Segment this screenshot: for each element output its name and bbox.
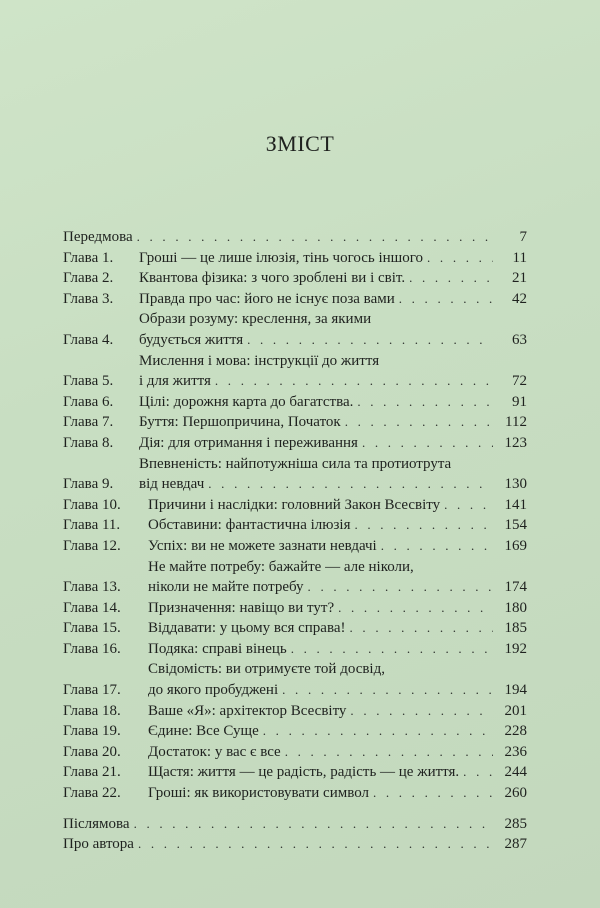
toc-entry-back xyxy=(63,814,527,835)
chapter-number: Глава 7. xyxy=(63,414,114,431)
entry-body xyxy=(148,721,527,742)
dot-leader xyxy=(357,392,493,413)
toc-entry-back xyxy=(63,834,527,855)
entry-body xyxy=(148,598,527,619)
chapter-number: Глава 2. xyxy=(63,270,114,287)
entry-body xyxy=(148,536,527,557)
entry-line xyxy=(139,330,527,351)
entry-title: до якого пробуджені xyxy=(148,682,279,699)
chapter-number: Глава 8. xyxy=(63,434,114,451)
entry-body xyxy=(148,701,527,722)
dot-leader xyxy=(373,783,493,804)
toc-entry-chapter xyxy=(63,433,527,454)
page-number: 180 xyxy=(504,599,527,616)
dot-leader xyxy=(134,814,493,835)
entry-body xyxy=(148,742,527,763)
dot-leader xyxy=(291,639,493,660)
toc-entry-chapter xyxy=(63,351,527,392)
entry-title: Гроші — це лише ілюзія, тінь чогось іншого xyxy=(139,249,424,266)
entry-title: Квантова фізика: з чого зроблені ви і світ. xyxy=(139,270,406,287)
entry-title: і для життя xyxy=(139,373,211,390)
chapter-number: Глава 6. xyxy=(63,393,114,410)
toc-entry-chapter xyxy=(63,495,527,516)
entry-title: Щастя: життя — це радість, радість — це життя. xyxy=(148,764,460,781)
entry-body xyxy=(148,515,527,536)
entry-line xyxy=(139,248,527,269)
dot-leader xyxy=(354,515,493,536)
dot-leader xyxy=(282,680,493,701)
entry-line xyxy=(139,268,527,289)
entry-title: Образи розуму: креслення, за якими xyxy=(139,311,372,328)
entry-title: Ваше «Я»: архітектор Всесвіту xyxy=(148,702,347,719)
entry-line xyxy=(148,701,527,722)
chapter-number: Глава 14. xyxy=(63,599,121,616)
entry-body xyxy=(139,454,527,495)
page-number: 7 xyxy=(519,229,527,245)
page-number: 201 xyxy=(504,702,527,719)
table-of-contents xyxy=(63,227,527,855)
section-gap xyxy=(63,804,527,814)
chapter-number: Глава 18. xyxy=(63,702,121,719)
page-number: 112 xyxy=(505,414,527,431)
entry-title: Цілі: дорожня карта до багатства. xyxy=(139,393,354,410)
chapter-number: Глава 13. xyxy=(63,579,121,596)
entry-line xyxy=(148,598,527,619)
page-number: 174 xyxy=(504,579,527,596)
entry-title: Гроші: як використовувати символ xyxy=(148,785,369,802)
dot-leader xyxy=(308,577,493,598)
dot-leader xyxy=(285,742,493,763)
entry-title: Причини і наслідки: головний Закон Всесвіту xyxy=(148,496,441,513)
entry-title: будується життя xyxy=(139,331,244,348)
toc-entry-chapter xyxy=(63,289,527,310)
entry-line xyxy=(148,536,527,557)
chapter-number: Глава 17. xyxy=(63,682,121,699)
entry-line xyxy=(63,227,527,248)
entry-title: Віддавати: у цьому вся справа! xyxy=(148,620,346,637)
page-number: 154 xyxy=(504,517,527,534)
entry-body xyxy=(63,834,527,855)
page-number: 42 xyxy=(512,290,527,307)
entry-body xyxy=(148,639,527,660)
chapter-number: Глава 20. xyxy=(63,743,121,760)
toc-entry-chapter xyxy=(63,557,527,598)
toc-entry-chapter xyxy=(63,309,527,350)
entry-title: Передмова xyxy=(63,229,133,245)
dot-leader xyxy=(444,495,493,516)
entry-body xyxy=(139,268,527,289)
entry-title: Свідомість: ви отримуєте той досвід, xyxy=(148,661,385,678)
entry-title: Післямова xyxy=(63,815,130,832)
entry-line xyxy=(148,659,527,680)
entry-title: Впевненість: найпотужніша сила та протиотрута xyxy=(139,455,452,472)
entry-body xyxy=(148,762,527,783)
dot-leader xyxy=(263,721,493,742)
entry-line xyxy=(148,515,527,536)
entry-body xyxy=(139,433,527,454)
page-number: 287 xyxy=(504,836,527,853)
dot-leader xyxy=(338,598,493,619)
entry-title: Єдине: Все Суще xyxy=(148,723,259,740)
chapter-number: Глава 21. xyxy=(63,764,121,781)
entry-line xyxy=(148,495,527,516)
dot-leader xyxy=(208,474,493,495)
entry-title: Дія: для отримання і переживання xyxy=(139,434,358,451)
chapter-number: Глава 22. xyxy=(63,785,121,802)
entry-line xyxy=(139,351,527,372)
entry-line xyxy=(148,618,527,639)
page-number: 11 xyxy=(512,249,527,266)
page-number: 260 xyxy=(504,785,527,802)
entry-line xyxy=(139,433,527,454)
chapter-number: Глава 11. xyxy=(63,517,121,534)
page-number: 169 xyxy=(504,537,527,554)
page-number: 21 xyxy=(512,270,527,287)
entry-line xyxy=(148,557,527,578)
entry-line xyxy=(148,721,527,742)
entry-line xyxy=(148,680,527,701)
entry-title: від невдач xyxy=(139,476,205,493)
entry-title: Призначення: навіщо ви тут? xyxy=(148,599,335,616)
entry-line xyxy=(139,392,527,413)
chapter-number: Глава 16. xyxy=(63,640,121,657)
chapter-number: Глава 12. xyxy=(63,537,121,554)
page-number: 141 xyxy=(504,496,527,513)
entry-line xyxy=(139,454,527,475)
entry-body xyxy=(139,412,527,433)
dot-leader xyxy=(463,762,493,783)
entry-body xyxy=(139,248,527,269)
entry-title: Достаток: у вас є все xyxy=(148,743,281,760)
page-number: 244 xyxy=(504,764,527,781)
page-number: 72 xyxy=(512,373,527,390)
toc-entry-chapter xyxy=(63,762,527,783)
entry-body xyxy=(139,289,527,310)
toc-entry-chapter xyxy=(63,454,527,495)
page-number: 91 xyxy=(512,393,527,410)
entry-body xyxy=(148,495,527,516)
page-number: 285 xyxy=(504,815,527,832)
toc-entry-chapter xyxy=(63,268,527,289)
dot-leader xyxy=(427,248,493,269)
page-title: ЗМІСТ xyxy=(265,131,335,156)
entry-title: Успіх: ви не можете зазнати невдачі xyxy=(148,537,377,554)
entry-title: ніколи не майте потребу xyxy=(148,579,304,596)
entry-title: Подяка: справі вінець xyxy=(148,640,287,657)
entry-line xyxy=(139,412,527,433)
dot-leader xyxy=(399,289,493,310)
toc-entry-chapter xyxy=(63,659,527,700)
chapter-number: Глава 1. xyxy=(63,249,114,266)
entry-line xyxy=(63,834,527,855)
dot-leader xyxy=(362,433,493,454)
entry-title: Не майте потребу: бажайте — але ніколи, xyxy=(148,558,414,575)
chapter-number: Глава 4. xyxy=(63,331,114,348)
entry-line xyxy=(63,814,527,835)
toc-entry-chapter xyxy=(63,783,527,804)
page-number: 63 xyxy=(512,331,527,348)
entry-body xyxy=(148,618,527,639)
chapter-number: Глава 15. xyxy=(63,620,121,637)
dot-leader xyxy=(137,227,493,248)
entry-title: Про автора xyxy=(63,836,134,853)
chapter-number: Глава 5. xyxy=(63,373,114,390)
dot-leader xyxy=(409,268,493,289)
chapter-number: Глава 10. xyxy=(63,496,121,513)
entry-body xyxy=(63,227,527,248)
toc-entry-chapter xyxy=(63,536,527,557)
entry-body xyxy=(139,351,527,392)
dot-leader xyxy=(381,536,493,557)
toc-entry-chapter xyxy=(63,618,527,639)
toc-entry-chapter xyxy=(63,515,527,536)
entry-title: Мислення і мова: інструкції до життя xyxy=(139,352,380,369)
entry-line xyxy=(139,474,527,495)
dot-leader xyxy=(350,701,493,722)
toc-entry-chapter xyxy=(63,639,527,660)
chapter-number: Глава 19. xyxy=(63,723,121,740)
page-number: 185 xyxy=(504,620,527,637)
toc-entry-chapter xyxy=(63,742,527,763)
entry-body xyxy=(63,814,527,835)
dot-leader xyxy=(345,412,493,433)
toc-entry-chapter xyxy=(63,721,527,742)
toc-entry-chapter xyxy=(63,248,527,269)
entry-title: Буття: Першопричина, Початок xyxy=(139,414,341,431)
dot-leader xyxy=(215,371,493,392)
toc-entry-chapter xyxy=(63,392,527,413)
page-number: 236 xyxy=(504,743,527,760)
entry-line xyxy=(139,371,527,392)
entry-title: Обставини: фантастична ілюзія xyxy=(148,517,351,534)
entry-line xyxy=(148,577,527,598)
entry-line xyxy=(139,289,527,310)
page-number: 130 xyxy=(504,476,527,493)
entry-body xyxy=(139,392,527,413)
page-number: 123 xyxy=(504,434,527,451)
page-number: 194 xyxy=(504,682,527,699)
toc-entry-chapter xyxy=(63,412,527,433)
dot-leader xyxy=(138,834,493,855)
entry-body xyxy=(148,557,527,598)
entry-body xyxy=(148,783,527,804)
entry-line xyxy=(139,309,527,330)
entry-line xyxy=(148,639,527,660)
entry-line xyxy=(148,742,527,763)
chapter-number: Глава 9. xyxy=(63,476,114,493)
toc-entry-front xyxy=(63,227,527,248)
page-number: 192 xyxy=(504,640,527,657)
chapter-number: Глава 3. xyxy=(63,290,114,307)
dot-leader xyxy=(350,618,493,639)
page-number: 228 xyxy=(504,723,527,740)
entry-body xyxy=(148,659,527,700)
entry-line xyxy=(148,783,527,804)
entry-body xyxy=(139,309,527,350)
dot-leader xyxy=(247,330,493,351)
toc-entry-chapter xyxy=(63,701,527,722)
entry-line xyxy=(148,762,527,783)
toc-entry-chapter xyxy=(63,598,527,619)
entry-title: Правда про час: його не існує поза вами xyxy=(139,290,395,307)
